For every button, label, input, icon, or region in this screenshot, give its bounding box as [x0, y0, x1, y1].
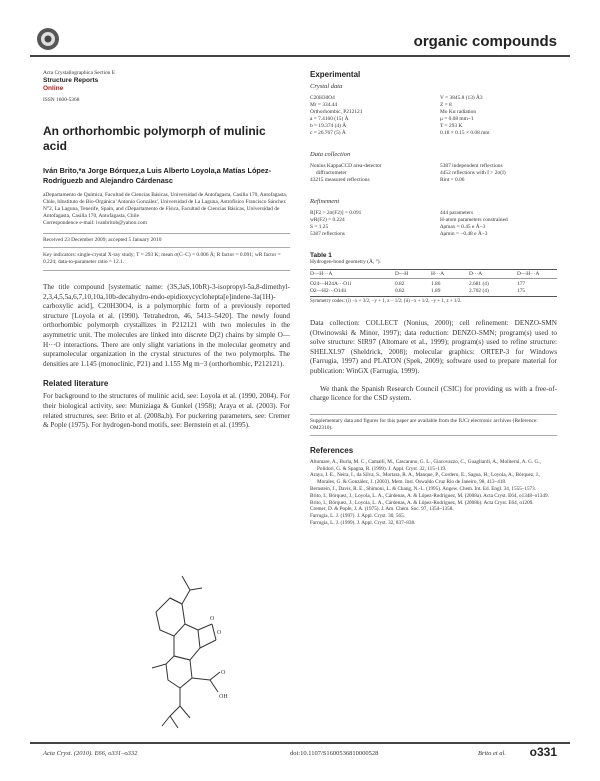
abstract: The title compound [systematic name: (3S,3aS,10bR)-3-isopropyl-5a,8-dimethyl-2,3,4,5,5a,6,7,10,10a,10b-decahydro-endo-epidioxycyclohepta[e]indene-3a(1H)-carboxylic acid], C20H30O4, is a polymorphic form of a previously reported structure [Loyola et al. (1990). Tetrahedron, 46, 5413–5420]. The newly found orthorhombic polymorph crystallizes in P212121 with two molecules in the asymmetric unit. The molecules are linked into discrete D(2) chains by simple O—H···O interactions. There are only slight variations in the molecular geometry and supramolecular organization in the crystal structures of the two polymorphs. The densities are 1.145 (monoclinic, P21) and 1.155 Mg m−3 (orthorhombic, P212121). [43, 283, 290, 368]
related-literature: For background to the structures of mulinic acid, see: Loyola et al. (1990, 2004). For their biological activity, see: Muniziaga & Gunkel (1958); Araya et al. (2003). For related structures, see: Brito et al. (2008a,b). For puckering parameters, see: Cremer & Pople (1975). For hydrogen-bond motifs, see: Bernstein et al. (1995). [43, 392, 290, 430]
table-cell: 2.702 (4) [469, 288, 489, 294]
table-row [310, 281, 557, 288]
r-int: Rint = 0.06 [440, 177, 465, 183]
reference-item: Araya, J. E., Neira, I., da Silva, S., Mortara, R. A., Manque, P., Cordero, E., Sagua, H., Loyola, A., Bórquez, J., Morales, G. & González, J. (2003). Mem. Inst. Oswaldo Cruz Rio de Janeiro, 98, 413–418. [310, 472, 541, 486]
journal-logo [35, 26, 61, 52]
reference-item: Cremer, D. & Pople, J. A. (1975). J. Am. Chem. Soc. 97, 1354–1358. [310, 506, 454, 513]
acknowledgement: We thank the Spanish Research Council (CSIC) for providing us with a free-of-charge licence for the CSD system. [310, 384, 557, 403]
table-cell: 1.86 [431, 281, 441, 287]
crystal-data-heading: Crystal data [310, 83, 343, 90]
table-cell: 0.82 [395, 288, 405, 294]
table-header: D—H [395, 271, 409, 277]
table-header-row [310, 271, 557, 279]
footer-doi: doi:10.1107/S1600536810000528 [290, 750, 379, 757]
correspondence: Correspondence e-mail: ivanbritob@yahoo.com [43, 220, 147, 226]
reference-item: Farrugia, L. J. (1999). J. Appl. Cryst. 32, 837–838. [310, 519, 416, 526]
table-cell: 1.89 [431, 288, 441, 294]
programs-text: Data collection: COLLECT (Nonius, 2000); cell refinement: DENZO-SMN (Otwinowski & Minor, 1997); data reduction: DENZO-SMN; program(s) used to solve structure: SIR97 (Altomare et al., 1999); program(s) used to refine structure: SHELXL97 (Sheldrick, 2008); molecular graphics: ORTEP-3 for Windows (Farrugia, 1997) and PLATON (Spek, 2009); software used to prepare material for publication: WinGX (Farrugia, 1999). [310, 319, 557, 375]
parameters: 444 parameters [440, 210, 474, 216]
svg-text:O: O [221, 670, 226, 676]
chemical-structure [130, 568, 250, 733]
wr-factor: wR(F2) = 0.224 [310, 217, 345, 223]
table-header: D—H···A [310, 271, 333, 277]
hydrogen-bond-table [310, 271, 557, 295]
h-atom-treatment: H-atom parameters constrained [440, 217, 508, 223]
svg-text:O: O [217, 630, 222, 636]
table-caption: Hydrogen-bond geometry (Å, °). [310, 259, 381, 265]
reference-item: Brito, I., Bórquez, J., Loyola, L. A., Cárdenas, A. & López-Rodríguez, M. (2008a). Acta Cryst. E64, o1348–o1349. [310, 492, 549, 499]
table-header: H···A [431, 271, 445, 277]
table-cell: O2—H2···O14ii [310, 288, 347, 294]
measured-reflections: 43215 measured reflections [310, 177, 370, 183]
table-cell: 177 [517, 281, 526, 287]
reference-item: Bernstein, J., Davis, R. E., Shimoni, L. & Chang, N.-L. (1995). Angew. Chem. Int. Ed. Engl. 34, 1555–1573. [310, 485, 537, 492]
r-factor: R[F2 > 2σ(F2)] = 0.091 [310, 210, 362, 216]
crystal-system: Orthorhombic, P212121 [310, 109, 363, 115]
key-indicators: Key indicators: single-crystal X-ray study; T = 293 K; mean σ(C–C) = 0.006 Å; R factor = 0.091; wR factor = 0.224; data-to-parameter ratio = 12.1. [43, 252, 281, 265]
delta-rho-min: Δρmin = −0.48 e Å−3 [440, 231, 488, 237]
svg-text:OH: OH [219, 694, 228, 700]
table-header: D···A [469, 271, 483, 277]
authors: Iván Brito,*a Jorge Bórquez,a Luis Alberto Loyola,a Matías López-Rodríguezb and Alejandro Cárdenasc [43, 166, 271, 185]
footer-citation: Acta Cryst. (2010). E66, o331–o332 [43, 750, 138, 757]
page-number: o331 [529, 745, 557, 759]
diffractometer-2: diffractometer [316, 170, 347, 176]
table-cell: 2.681 (4) [469, 281, 489, 287]
journal-online: Online [43, 85, 64, 92]
reference-item: Farrugia, L. J. (1997). J. Appl. Cryst. 30, 565. [310, 513, 405, 520]
table-header: D—H···A [517, 271, 540, 277]
reference-item: Altomare, A., Burla, M. C., Camalli, M., Cascarano, G. L., Giacovazzo, C., Guagliardi, A., Moliterni, A. G. G., Polidori, G. & Spagna, R. (1999). J. Appl. Cryst. 32, 115–119. [310, 458, 541, 472]
issn: ISSN 1600-5368 [43, 97, 80, 103]
cell-c: c = 26.767 (5) Å [310, 130, 346, 136]
independent-reflections: 5387 independent reflections [440, 163, 503, 169]
table-cell: O24—H24A···O1i [310, 281, 352, 287]
article-title: An orthorhombic polymorph of mulinic acid [43, 124, 266, 153]
delta-rho-max: Δρmax = 0.45 e Å−3 [440, 224, 486, 230]
table-cell: 0.82 [395, 281, 405, 287]
crystal-size: 0.18 × 0.15 × 0.08 mm [440, 130, 490, 136]
table-row [310, 288, 557, 295]
supplementary-note: Supplementary data and figures for this paper are available from the IUCr electronic archives (Reference: OM2310). [310, 417, 538, 431]
journal-name: Acta Crystallographica Section E [43, 70, 116, 76]
journal-section-title: organic compounds [413, 33, 557, 50]
experimental-heading: Experimental [310, 70, 361, 79]
radiation: Mo Kα radiation [440, 109, 477, 115]
table-title: Table 1 [310, 252, 332, 259]
crystal-formula: C20H30O4 [310, 95, 335, 101]
cell-a: a = 7.4160 (15) Å [310, 116, 349, 122]
table-footnote: Symmetry codes: (i) −x + 3/2, −y + 1, z − 1/2; (ii) −x + 1/2, −y + 1, z + 1/2. [310, 299, 462, 304]
mu: μ = 0.08 mm−1 [440, 116, 474, 122]
cell-b: b = 19.374 (4) Å [310, 123, 347, 129]
footer-authors: Brito et al. [478, 750, 506, 757]
journal-type: Structure Reports [43, 77, 99, 84]
data-collection-heading: Data collection [310, 151, 351, 158]
received: Received 23 December 2009; accepted 5 January 2010 [43, 237, 162, 243]
goodness-of-fit: S = 1.25 [310, 224, 329, 230]
references-heading: References [310, 445, 354, 455]
refinement-reflections: 5387 reflections [310, 231, 345, 237]
temperature: T = 293 K [440, 123, 463, 129]
observed-reflections: 4452 reflections with I > 2σ(I) [440, 170, 506, 176]
z-value: Z = 8 [440, 102, 452, 108]
table-cell: 175 [517, 288, 526, 294]
crystal-mr: Mr = 334.44 [310, 102, 338, 108]
cell-volume: V = 3845.8 (13) Å3 [440, 95, 483, 101]
affiliations: aDepartamento de Química, Facultad de Ciencias Básicas, Universidad de Antofagasta, Casilla 170, Antofagasta, Chile, bInstituto de Bio-Orgánica 'Antonio González', Universidad de La Laguna, Astrofísico Francisco Sánchez N°2, La Laguna, Tenerife, Spain, and cDepartamento de Física, Facultad de Ciencias Básicas, Universidad de Antofagasta, Casilla 170, Antofagasta, Chile [43, 192, 288, 219]
svg-text:O: O [210, 616, 215, 622]
diffractometer: Nonius KappaCCD area-detector [310, 163, 382, 169]
refinement-heading: Refinement [310, 198, 340, 205]
reference-item: Brito, I., Bórquez, J., Loyola, L. A., Cárdenas, A. & López-Rodríguez, M. (2008b). Acta Cryst. E64, o1209. [310, 499, 534, 506]
related-literature-heading: Related literature [43, 379, 109, 389]
